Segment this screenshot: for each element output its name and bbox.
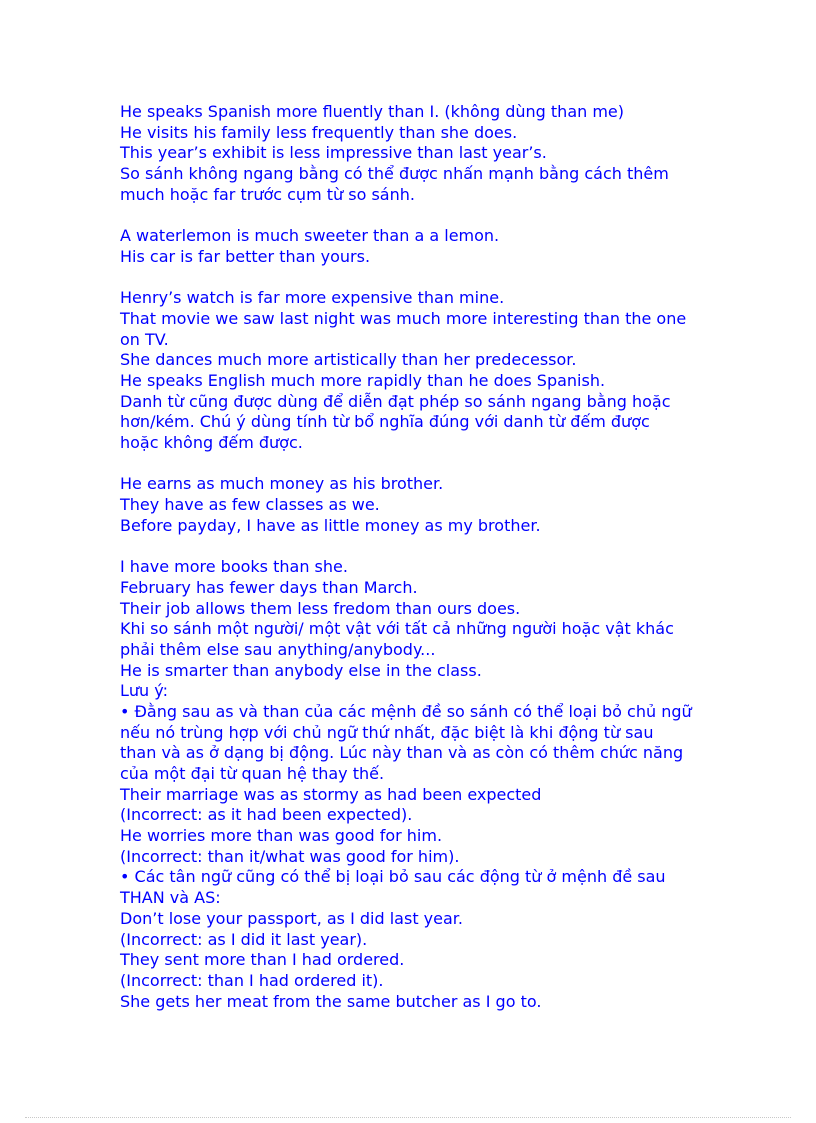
text-line: I have more books than she. xyxy=(120,557,348,577)
text-line: He speaks English much more rapidly than he does Spanish. xyxy=(120,370,606,390)
text-line: on TV. xyxy=(120,329,169,349)
text-line: They have as few classes as we. xyxy=(120,495,380,515)
text-line: Don’t lose your passport, as I did last year. xyxy=(120,908,463,928)
text-line: hơn/kém. Chú ý dùng tính từ bổ nghĩa đúng với danh từ đếm được xyxy=(120,412,650,432)
text-line: (Incorrect: as it had been expected). xyxy=(120,805,413,825)
text-line: So sánh không ngang bằng có thể được nhấn mạnh bằng cách thêm xyxy=(120,164,669,184)
text-line: He is smarter than anybody else in the class. xyxy=(120,660,482,680)
text-line: That movie we saw last night was much more interesting than the one xyxy=(120,308,687,328)
blank-line xyxy=(120,268,740,289)
text-line: Danh từ cũng được dùng để diễn đạt phép so sánh ngang bằng hoặc xyxy=(120,391,671,411)
text-line: Before payday, I have as little money as my brother. xyxy=(120,515,541,535)
page-bottom-divider xyxy=(25,1117,791,1118)
text-line: than và as ở dạng bị động. Lúc này than và as còn có thêm chức năng xyxy=(120,743,684,763)
text-line: She dances much more artistically than her predecessor. xyxy=(120,350,577,370)
text-line: (Incorrect: as I did it last year). xyxy=(120,929,368,949)
text-line: nếu nó trùng hợp với chủ ngữ thứ nhất, đặc biệt là khi động từ sau xyxy=(120,722,654,742)
text-line: She gets her meat from the same butcher as I go to. xyxy=(120,991,542,1011)
blank-line xyxy=(120,454,740,475)
text-line: much hoặc far trước cụm từ so sánh. xyxy=(120,184,415,204)
text-line: hoặc không đếm được. xyxy=(120,433,303,452)
text-line: A waterlemon is much sweeter than a a lemon. xyxy=(120,226,500,246)
text-line: They sent more than I had ordered. xyxy=(120,950,405,970)
text-line: Henry’s watch is far more expensive than mine. xyxy=(120,288,505,308)
text-line: phải thêm else sau anything/anybody... xyxy=(120,639,436,659)
blank-line xyxy=(120,205,740,226)
text-line: He speaks Spanish more fluently than I. (không dùng than me) xyxy=(120,102,625,121)
text-line: THAN và AS: xyxy=(120,888,221,908)
text-line: • Các tân ngữ cũng có thể bị loại bỏ sau các động từ ở mệnh đề sau xyxy=(120,867,666,887)
text-line: Lưu ý: xyxy=(120,681,168,701)
text-line: Their marriage was as stormy as had been expected xyxy=(120,784,542,804)
text-line: Khi so sánh một người/ một vật với tất cả những người hoặc vật khác xyxy=(120,619,674,639)
text-line: • Đằng sau as và than của các mệnh đề so sánh có thể loại bỏ chủ ngữ xyxy=(120,701,692,721)
text-line: His car is far better than yours. xyxy=(120,246,371,266)
text-line: He visits his family less frequently than she does. xyxy=(120,122,518,142)
blank-line xyxy=(120,536,740,557)
document-body xyxy=(120,102,740,1012)
text-line: He earns as much money as his brother. xyxy=(120,474,444,494)
text-line: (Incorrect: than I had ordered it). xyxy=(120,970,384,990)
text-line: February has fewer days than March. xyxy=(120,577,418,597)
text-line: Their job allows them less fredom than ours does. xyxy=(120,598,521,618)
text-line: (Incorrect: than it/what was good for him). xyxy=(120,846,460,866)
text-line: của một đại từ quan hệ thay thế. xyxy=(120,764,385,783)
text-line: He worries more than was good for him. xyxy=(120,826,443,846)
text-line: This year’s exhibit is less impressive than last year’s. xyxy=(120,143,547,163)
